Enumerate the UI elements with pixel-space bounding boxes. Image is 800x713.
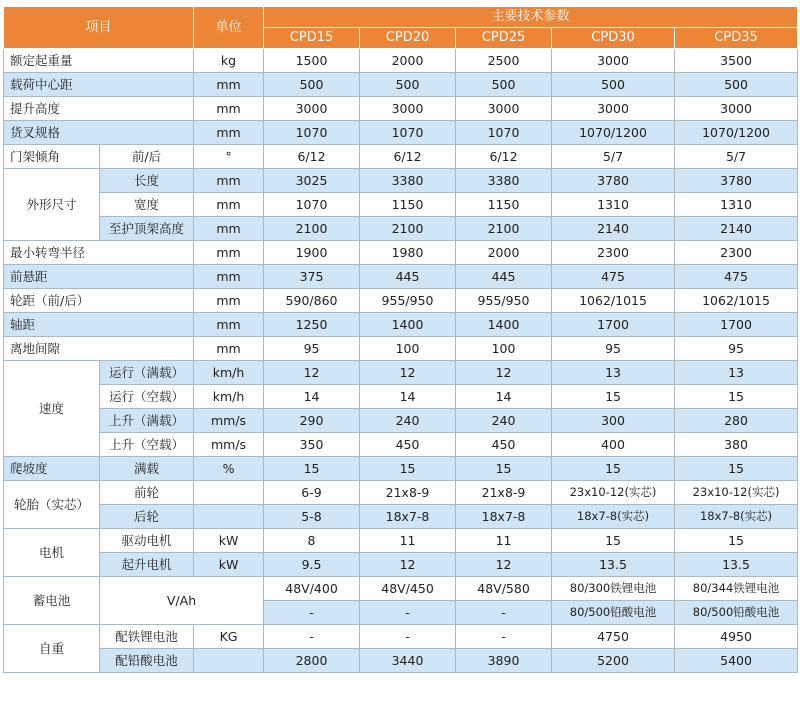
value-cell: 300 — [552, 409, 675, 433]
value-cell: 1062/1015 — [552, 289, 675, 313]
row-unit: % — [194, 457, 264, 481]
value-cell: 3780 — [675, 169, 798, 193]
table-row-lift-height — [4, 97, 798, 121]
value-cell: 445 — [360, 265, 456, 289]
value-cell: 15 — [360, 457, 456, 481]
value-cell: 21x8-9 — [360, 481, 456, 505]
value-cell: 3000 — [552, 49, 675, 73]
row-unit: kg — [194, 49, 264, 73]
group-label: 速度 — [4, 361, 100, 457]
header-main-params: 主要技术参数 — [264, 7, 798, 28]
value-cell: 1150 — [360, 193, 456, 217]
row-unit: kW — [194, 529, 264, 553]
value-cell: 290 — [264, 409, 360, 433]
model-header: CPD30 — [552, 28, 675, 49]
model-header: CPD20 — [360, 28, 456, 49]
row-label: 门架倾角 — [4, 145, 100, 169]
table-row-front-overhang — [4, 265, 798, 289]
table-row-length — [4, 169, 798, 193]
row-label: 轮距（前/后） — [4, 289, 194, 313]
row-label: 最小转弯半径 — [4, 241, 194, 265]
table-row-rear-tire — [4, 505, 798, 529]
value-cell: 1400 — [456, 313, 552, 337]
value-cell: 3000 — [675, 97, 798, 121]
row-unit: mm/s — [194, 433, 264, 457]
row-unit: mm — [194, 193, 264, 217]
table-row-ground-clearance — [4, 337, 798, 361]
row-label: 前悬距 — [4, 265, 194, 289]
value-cell: - — [360, 625, 456, 649]
value-cell: 2100 — [264, 217, 360, 241]
table-row-drive-motor — [4, 529, 798, 553]
value-cell: 11 — [360, 529, 456, 553]
value-cell: 3890 — [456, 649, 552, 673]
value-cell: 6/12 — [264, 145, 360, 169]
row-unit: mm — [194, 121, 264, 145]
value-cell: 8 — [264, 529, 360, 553]
value-cell: 2300 — [552, 241, 675, 265]
value-cell: 23x10-12(实芯) — [675, 481, 798, 505]
value-cell: 1070/1200 — [675, 121, 798, 145]
value-cell: 500 — [360, 73, 456, 97]
value-cell: 2300 — [675, 241, 798, 265]
value-cell: 1700 — [552, 313, 675, 337]
value-cell: 5-8 — [264, 505, 360, 529]
value-cell: 2140 — [552, 217, 675, 241]
row-unit: mm — [194, 313, 264, 337]
value-cell: 2800 — [264, 649, 360, 673]
value-cell: 1150 — [456, 193, 552, 217]
value-cell: 95 — [552, 337, 675, 361]
row-sublabel: 宽度 — [100, 193, 194, 217]
value-cell: 1980 — [360, 241, 456, 265]
value-cell: 500 — [552, 73, 675, 97]
row-sublabel: 驱动电机 — [100, 529, 194, 553]
row-unit: mm — [194, 217, 264, 241]
row-label: 货叉规格 — [4, 121, 194, 145]
value-cell: 3000 — [264, 97, 360, 121]
row-label: 提升高度 — [4, 97, 194, 121]
value-cell: 5200 — [552, 649, 675, 673]
value-cell: 14 — [456, 385, 552, 409]
value-cell: - — [264, 601, 360, 625]
row-unit: km/h — [194, 361, 264, 385]
row-sublabel: 配铁锂电池 — [100, 625, 194, 649]
row-unit: V/Ah — [100, 577, 264, 625]
value-cell: 15 — [675, 529, 798, 553]
value-cell: 1700 — [675, 313, 798, 337]
value-cell: 23x10-12(实芯) — [552, 481, 675, 505]
row-label: 轴距 — [4, 313, 194, 337]
value-cell: 1900 — [264, 241, 360, 265]
value-cell: 3500 — [675, 49, 798, 73]
value-cell: 18x7-8(实芯) — [552, 505, 675, 529]
model-header: CPD25 — [456, 28, 552, 49]
value-cell: 15 — [675, 385, 798, 409]
value-cell: 18x7-8(实芯) — [675, 505, 798, 529]
value-cell: 5400 — [675, 649, 798, 673]
value-cell: 3380 — [360, 169, 456, 193]
spec-table — [3, 6, 798, 673]
value-cell: 3000 — [552, 97, 675, 121]
value-cell: 3000 — [456, 97, 552, 121]
table-row-mast-tilt — [4, 145, 798, 169]
value-cell: 6-9 — [264, 481, 360, 505]
value-cell: 375 — [264, 265, 360, 289]
value-cell: - — [360, 601, 456, 625]
value-cell: 400 — [552, 433, 675, 457]
value-cell: 475 — [675, 265, 798, 289]
value-cell: 15 — [552, 529, 675, 553]
row-sublabel: 满载 — [100, 457, 194, 481]
table-row-travel-unloaded — [4, 385, 798, 409]
row-unit — [194, 481, 264, 505]
value-cell: 13 — [552, 361, 675, 385]
table-row-guard-height — [4, 217, 798, 241]
value-cell: 3025 — [264, 169, 360, 193]
row-sublabel: 起升电机 — [100, 553, 194, 577]
row-unit: KG — [194, 625, 264, 649]
table-row-wheelbase — [4, 313, 798, 337]
row-unit: mm — [194, 289, 264, 313]
value-cell: 1250 — [264, 313, 360, 337]
row-unit: mm/s — [194, 409, 264, 433]
value-cell: 955/950 — [456, 289, 552, 313]
value-cell: 1070 — [360, 121, 456, 145]
header-row — [4, 7, 798, 28]
value-cell: 14 — [264, 385, 360, 409]
value-cell: 2000 — [360, 49, 456, 73]
value-cell: 12 — [360, 553, 456, 577]
value-cell: 450 — [456, 433, 552, 457]
value-cell: 9.5 — [264, 553, 360, 577]
value-cell: 12 — [456, 553, 552, 577]
value-cell: 80/500铅酸电池 — [675, 601, 798, 625]
value-cell: 1070 — [264, 121, 360, 145]
row-unit: mm — [194, 169, 264, 193]
value-cell: 2100 — [456, 217, 552, 241]
table-row-front-tire — [4, 481, 798, 505]
value-cell: 15 — [552, 457, 675, 481]
value-cell: 3780 — [552, 169, 675, 193]
value-cell: 4750 — [552, 625, 675, 649]
value-cell: 450 — [360, 433, 456, 457]
table-row-gradeability — [4, 457, 798, 481]
value-cell: 100 — [456, 337, 552, 361]
value-cell: 955/950 — [360, 289, 456, 313]
row-sublabel: 后轮 — [100, 505, 194, 529]
value-cell: 18x7-8 — [456, 505, 552, 529]
value-cell: 445 — [456, 265, 552, 289]
value-cell: 14 — [360, 385, 456, 409]
value-cell: 1070 — [264, 193, 360, 217]
row-label: 载荷中心距 — [4, 73, 194, 97]
row-unit: mm — [194, 73, 264, 97]
value-cell: 80/500铅酸电池 — [552, 601, 675, 625]
row-sublabel: 运行（空载） — [100, 385, 194, 409]
value-cell: 500 — [675, 73, 798, 97]
model-header: CPD35 — [675, 28, 798, 49]
row-sublabel: 前轮 — [100, 481, 194, 505]
row-unit: mm — [194, 97, 264, 121]
group-label: 轮胎（实芯） — [4, 481, 100, 529]
value-cell: 95 — [675, 337, 798, 361]
header-unit: 单位 — [194, 7, 264, 49]
value-cell: 1500 — [264, 49, 360, 73]
value-cell: 2100 — [360, 217, 456, 241]
value-cell: 5/7 — [675, 145, 798, 169]
table-row-travel-loaded — [4, 361, 798, 385]
value-cell: 95 — [264, 337, 360, 361]
model-header: CPD15 — [264, 28, 360, 49]
table-row-load-center — [4, 73, 798, 97]
group-label: 蓄电池 — [4, 577, 100, 625]
value-cell: 350 — [264, 433, 360, 457]
value-cell: 11 — [456, 529, 552, 553]
value-cell: 3000 — [360, 97, 456, 121]
value-cell: - — [264, 625, 360, 649]
value-cell: 80/300铁锂电池 — [552, 577, 675, 601]
value-cell: 590/860 — [264, 289, 360, 313]
value-cell: 4950 — [675, 625, 798, 649]
row-label: 额定起重量 — [4, 49, 194, 73]
table-row-tread — [4, 289, 798, 313]
value-cell: 3440 — [360, 649, 456, 673]
table-row-lift-motor — [4, 553, 798, 577]
value-cell: 12 — [456, 361, 552, 385]
value-cell: 48V/400 — [264, 577, 360, 601]
value-cell: 1400 — [360, 313, 456, 337]
row-unit: mm — [194, 337, 264, 361]
row-unit: km/h — [194, 385, 264, 409]
group-label: 电机 — [4, 529, 100, 577]
value-cell: 380 — [675, 433, 798, 457]
value-cell: 240 — [456, 409, 552, 433]
table-row-lift-loaded — [4, 409, 798, 433]
row-label: 爬坡度 — [4, 457, 100, 481]
value-cell: 80/344铁锂电池 — [675, 577, 798, 601]
row-unit: mm — [194, 265, 264, 289]
value-cell: 13 — [675, 361, 798, 385]
value-cell: 1310 — [675, 193, 798, 217]
value-cell: 48V/450 — [360, 577, 456, 601]
row-sublabel: 上升（空载） — [100, 433, 194, 457]
row-unit: kW — [194, 553, 264, 577]
value-cell: 48V/580 — [456, 577, 552, 601]
table-row-fork-size — [4, 121, 798, 145]
table-row-lift-unloaded — [4, 433, 798, 457]
group-label: 自重 — [4, 625, 100, 673]
row-sublabel: 长度 — [100, 169, 194, 193]
value-cell: 2500 — [456, 49, 552, 73]
value-cell: 500 — [456, 73, 552, 97]
group-label: 外形尺寸 — [4, 169, 100, 241]
value-cell: 18x7-8 — [360, 505, 456, 529]
row-unit — [194, 505, 264, 529]
value-cell: 15 — [264, 457, 360, 481]
value-cell: 15 — [456, 457, 552, 481]
value-cell: 1062/1015 — [675, 289, 798, 313]
table-row-weight-lithium — [4, 625, 798, 649]
value-cell: 240 — [360, 409, 456, 433]
table-row-weight-lead-acid — [4, 649, 798, 673]
value-cell: 475 — [552, 265, 675, 289]
value-cell: 12 — [360, 361, 456, 385]
row-unit: ° — [194, 145, 264, 169]
row-label: 离地间隙 — [4, 337, 194, 361]
table-row-capacity — [4, 49, 798, 73]
value-cell: 100 — [360, 337, 456, 361]
value-cell: 13.5 — [552, 553, 675, 577]
row-sublabel: 至护顶架高度 — [100, 217, 194, 241]
value-cell: 15 — [552, 385, 675, 409]
row-sublabel: 运行（满载） — [100, 361, 194, 385]
value-cell: - — [456, 625, 552, 649]
value-cell: 3380 — [456, 169, 552, 193]
value-cell: 12 — [264, 361, 360, 385]
table-row-width — [4, 193, 798, 217]
value-cell: 21x8-9 — [456, 481, 552, 505]
table-row-battery-1 — [4, 577, 798, 601]
value-cell: 6/12 — [360, 145, 456, 169]
value-cell: 1310 — [552, 193, 675, 217]
value-cell: 500 — [264, 73, 360, 97]
table-row-turning-radius — [4, 241, 798, 265]
row-unit — [194, 649, 264, 673]
value-cell: 1070/1200 — [552, 121, 675, 145]
row-sublabel: 配铅酸电池 — [100, 649, 194, 673]
row-sublabel: 前/后 — [100, 145, 194, 169]
row-sublabel: 上升（满载） — [100, 409, 194, 433]
value-cell: 2140 — [675, 217, 798, 241]
value-cell: 2000 — [456, 241, 552, 265]
value-cell: 6/12 — [456, 145, 552, 169]
value-cell: 280 — [675, 409, 798, 433]
value-cell: 15 — [675, 457, 798, 481]
value-cell: 13.5 — [675, 553, 798, 577]
value-cell: 5/7 — [552, 145, 675, 169]
value-cell: 1070 — [456, 121, 552, 145]
row-unit: mm — [194, 241, 264, 265]
header-item: 项目 — [4, 7, 194, 49]
value-cell: - — [456, 601, 552, 625]
